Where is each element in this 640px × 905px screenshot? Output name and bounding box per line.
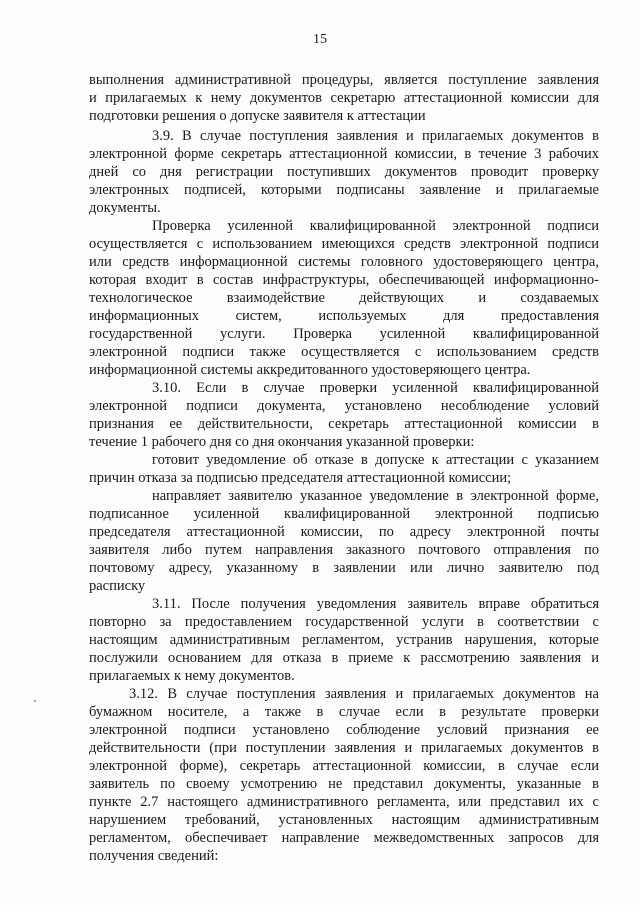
margin-mark: [34, 700, 36, 702]
text-line: которая входит в состав инфраструктуры, обеспечивающей информационно-: [89, 272, 599, 288]
text-line: готовит уведомление об отказе в допуске к аттестации с указанием: [152, 452, 599, 468]
text-line: информационных систем, используемых для предоставления: [89, 308, 599, 324]
text-line: электронной подписи документа, установлено несоблюдение условий: [89, 398, 599, 414]
text-line: послужили основанием для отказа в приеме к рассмотрению заявления и: [89, 650, 599, 666]
text-line: прилагаемых к нему документов.: [89, 668, 295, 684]
text-line: осуществляется с использованием имеющихся средств электронной подписи: [89, 236, 599, 252]
text-line: электронной форме секретарь аттестационной комиссии, в течение 3 рабочих: [89, 146, 599, 162]
text-line: Проверка усиленной квалифицированной электронной подписи: [152, 218, 599, 234]
text-line: пункте 2.7 настоящего административного регламента, или представил их с: [89, 794, 599, 810]
text-line: технологическое взаимодействие действующих и создаваемых: [89, 290, 599, 306]
text-line: подписанное усиленной квалифицированной электронной подписью: [89, 506, 599, 522]
text-line: причин отказа за подписью председателя аттестационной комиссии;: [89, 470, 512, 486]
text-line: направляет заявителю указанное уведомление в электронной форме,: [152, 488, 599, 504]
text-line: электронной подписи также осуществляется с использованием средств: [89, 344, 599, 360]
text-line: выполнения административной процедуры, является поступление заявления: [89, 72, 599, 88]
text-line: повторно за предоставлением государственной услуги в соответствии с: [89, 614, 599, 630]
text-line: расписку: [89, 578, 146, 594]
text-line: 3.11. После получения уведомления заявитель вправе обратиться: [152, 596, 599, 612]
text-line: или средств информационной системы головного удостоверяющего центра,: [89, 254, 599, 270]
text-line: председателя аттестационной комиссии, по адресу электронной почты: [89, 524, 599, 540]
text-line: 3.12. В случае поступления заявления и прилагаемых документов на: [129, 686, 599, 702]
text-line: документы.: [89, 200, 161, 216]
text-line: заявителя либо путем направления заказного почтового отправления по: [89, 542, 599, 558]
text-line: признания ее действительности, секретарь аттестационной комиссии в: [89, 416, 599, 432]
text-line: получения сведений:: [89, 848, 219, 864]
text-line: течение 1 рабочего дня со дня окончания указанной проверки:: [89, 434, 475, 450]
text-line: регламентом, обеспечивает направление межведомственных запросов для: [89, 830, 599, 846]
text-line: информационной системы аккредитованного удостоверяющего центра.: [89, 362, 531, 378]
text-line: нарушением требований, установленных настоящим административным: [89, 812, 599, 828]
text-line: государственной услуги. Проверка усиленной квалифицированной: [89, 326, 599, 342]
text-line: 3.10. Если в случае проверки усиленной квалифицированной: [152, 380, 599, 396]
text-line: действительности (при поступлении заявления и прилагаемых документов в: [89, 740, 599, 756]
text-line: дней со дня регистрации поступивших документов проводит проверку: [89, 164, 599, 180]
text-line: бумажном носителе, а также в случае если в результате проверки: [89, 704, 599, 720]
text-line: электронной подписи установлено соблюдение условий признания ее: [89, 722, 599, 738]
text-line: почтовому адресу, указанному в заявлении или лично заявителю под: [89, 560, 599, 576]
text-line: подготовки решения о допуске заявителя к аттестации: [89, 108, 426, 124]
text-line: электронных подписей, которыми подписаны заявление и прилагаемые: [89, 182, 599, 198]
text-line: настоящим административным регламентом, устранив нарушения, которые: [89, 632, 599, 648]
text-line: заявитель по своему усмотрению не представил документы, указанные в: [89, 776, 599, 792]
text-line: электронной форме), секретарь аттестационной комиссии, в случае если: [89, 758, 599, 774]
text-line: 3.9. В случае поступления заявления и прилагаемых документов в: [152, 128, 599, 144]
page-number: 15: [313, 32, 327, 47]
text-line: и прилагаемых к нему документов секретарю аттестационной комиссии для: [89, 90, 599, 106]
